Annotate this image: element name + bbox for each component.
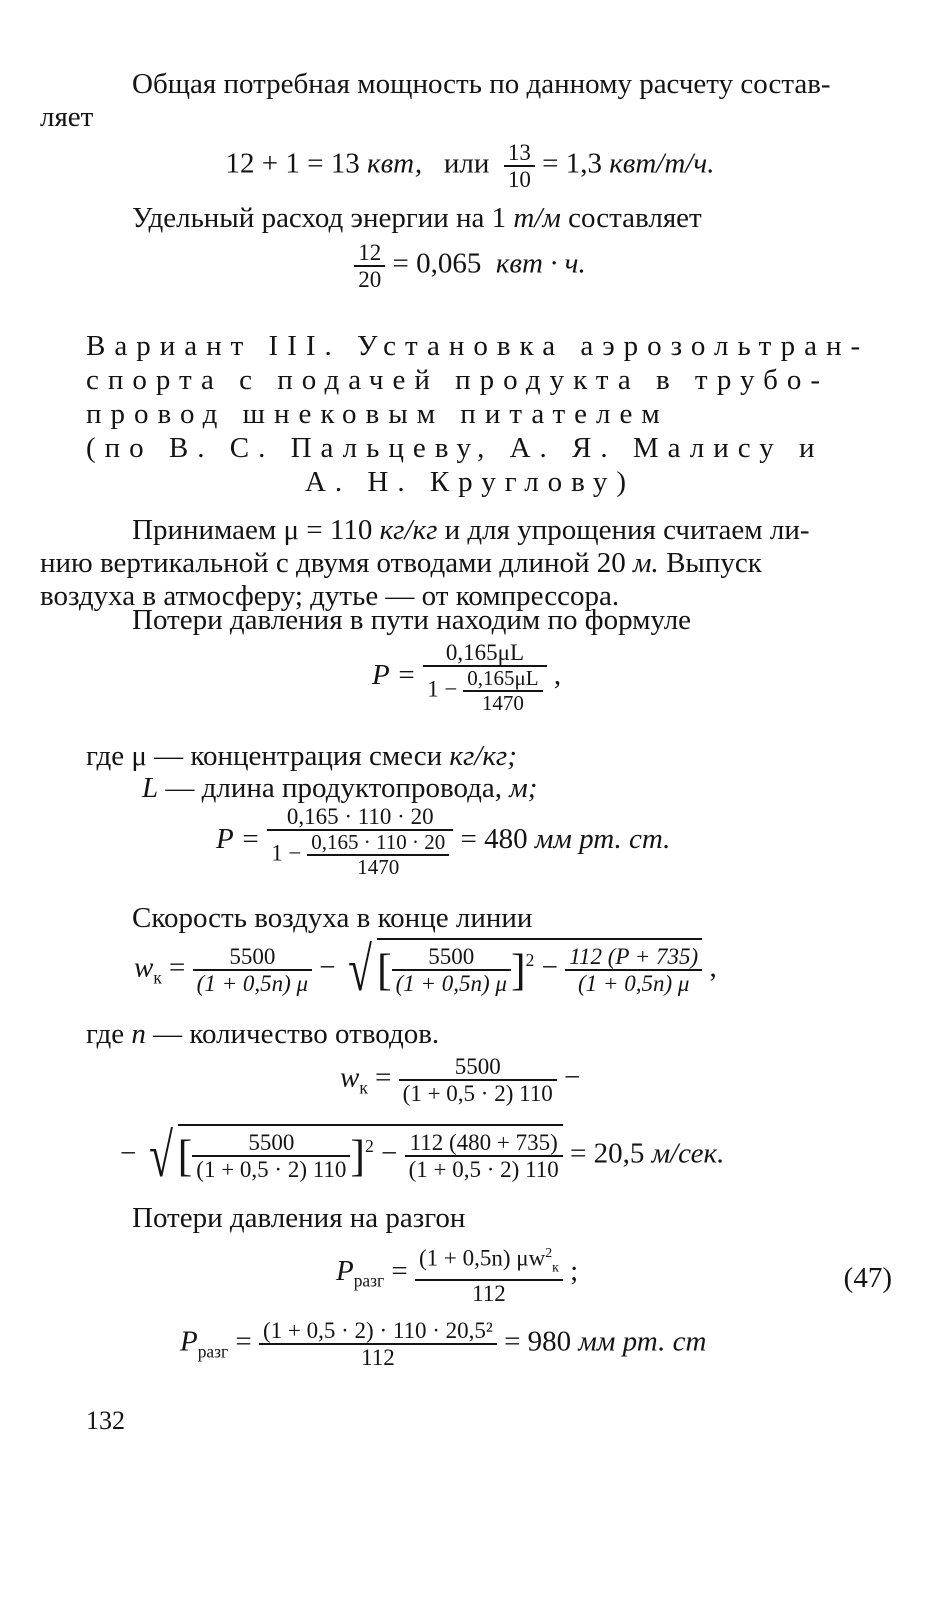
equation-number: (47) <box>843 1262 892 1294</box>
fraction-pressure: 0,165μL 1 − $\frac{0,165\mu L}{1470}$ <box>423 640 546 715</box>
equation-air-speed-formula: $w_к$ = $\frac{5500}{(1 + 0,5n) \mu}$ − √ [ $\frac{5500}{(1 + 0,5n) \mu}$ ]$^2$ − $\frac{112 (P + 735)}{(1 + 0,5n) \mu}$ , <box>134 936 717 1004</box>
definition-n: где n — количество отводов. <box>86 1018 440 1050</box>
equation-acceleration-formula: $P_{разг}$ = $\frac{(1 + 0,5n) \mu w^2_к}{112}$ ; <box>336 1240 578 1306</box>
definition-l: L — длина продуктопровода, м; <box>142 772 538 804</box>
heading-line-3: провод шнековым питателем <box>86 398 669 430</box>
heading-line-5: А. Н. Круглову) <box>304 466 636 498</box>
sqrt-icon: √ <box>348 936 372 1004</box>
equation-total-power: 12 + 1 = 13 квт, или $\frac{13}{10}$ = 1,3 квт/т/ч. <box>225 140 715 192</box>
fraction-12-20: $\frac{12}{20}$ <box>354 240 385 292</box>
sqrt-icon: √ <box>148 1122 173 1190</box>
equation-air-speed-value-1: $w_к$ = $\frac{5500}{(1 + 0,5 \cdot 2) 110}$ − <box>340 1054 581 1106</box>
paragraph-specific-energy: Удельный расход энергии на 1 т/м составляет <box>132 202 702 234</box>
heading-line-2: спорта с подачей продукта в трубо- <box>86 364 830 396</box>
page-number: 132 <box>86 1406 125 1435</box>
fraction-pressure-value: 0,165 · 110 · 20 1 − $\frac{0,165 \cdot 110 \cdot 20}{1470}$ <box>267 804 453 879</box>
equation-specific-energy: $\frac{12}{20}$ = 0,065 квт · ч. <box>0 240 940 292</box>
radical: [ $\frac{5500}{(1 + 0,5n) \mu}$ ]$^2$ − $\frac{112 (P + 735)}{(1 + 0,5n) \mu}$ <box>377 938 702 996</box>
equation-pressure-value: P = 0,165 · 110 · 20 1 − $\frac{0,165 \cdot 110 \cdot 20}{1470}$ = 480 мм рт. ст. <box>216 804 671 879</box>
definition-mu: где μ — концентрация смеси кг/кг; <box>86 740 517 772</box>
paragraph-total-power: Общая потребная мощность по данному расчету состав- ляет <box>40 68 831 133</box>
paragraph-acceleration-loss: Потери давления на разгон <box>132 1202 466 1234</box>
paragraph-assumptions: Принимаем μ = 110 кг/кг и для упрощения считаем ли- нию вертикальной с двумя отводами длиной 20 м. Выпуск воздуха в атмосферу; дутье — от компрессора. <box>40 514 810 612</box>
paragraph-air-speed: Скорость воздуха в конце линии <box>132 902 533 934</box>
heading-line-4: (по В. С. Пальцеву, А. Я. Малису и <box>86 432 824 464</box>
equation-air-speed-value-2: − √ [ $\frac{5500}{(1 + 0,5 \cdot 2) 110}$ ]$^2$ − $\frac{112 (480 + 735)}{(1 + 0,5 \cdot 2) 110}$ = 20,5 м/сек. <box>120 1122 725 1190</box>
radical: [ $\frac{5500}{(1 + 0,5 \cdot 2) 110}$ ]$^2$ − $\frac{112 (480 + 735)}{(1 + 0,5 \cdot 2) 110}$ <box>178 1124 563 1182</box>
paragraph-pressure-loss: Потери давления в пути находим по формуле <box>132 604 692 636</box>
equation-acceleration-value: $P_{разг}$ = $\frac{\text{(1 + 0,5 · 2) · 110 · 20,5²}}{112}$ = 980 мм рт. ст <box>180 1318 707 1370</box>
fraction-13-10: $\frac{13}{10}$ <box>504 140 535 192</box>
heading-line-1: Вариант III. Установка аэрозольтран- <box>86 330 870 362</box>
equation-pressure-formula: P = 0,165μL 1 − $\frac{0,165\mu L}{1470}$ , <box>372 640 562 715</box>
